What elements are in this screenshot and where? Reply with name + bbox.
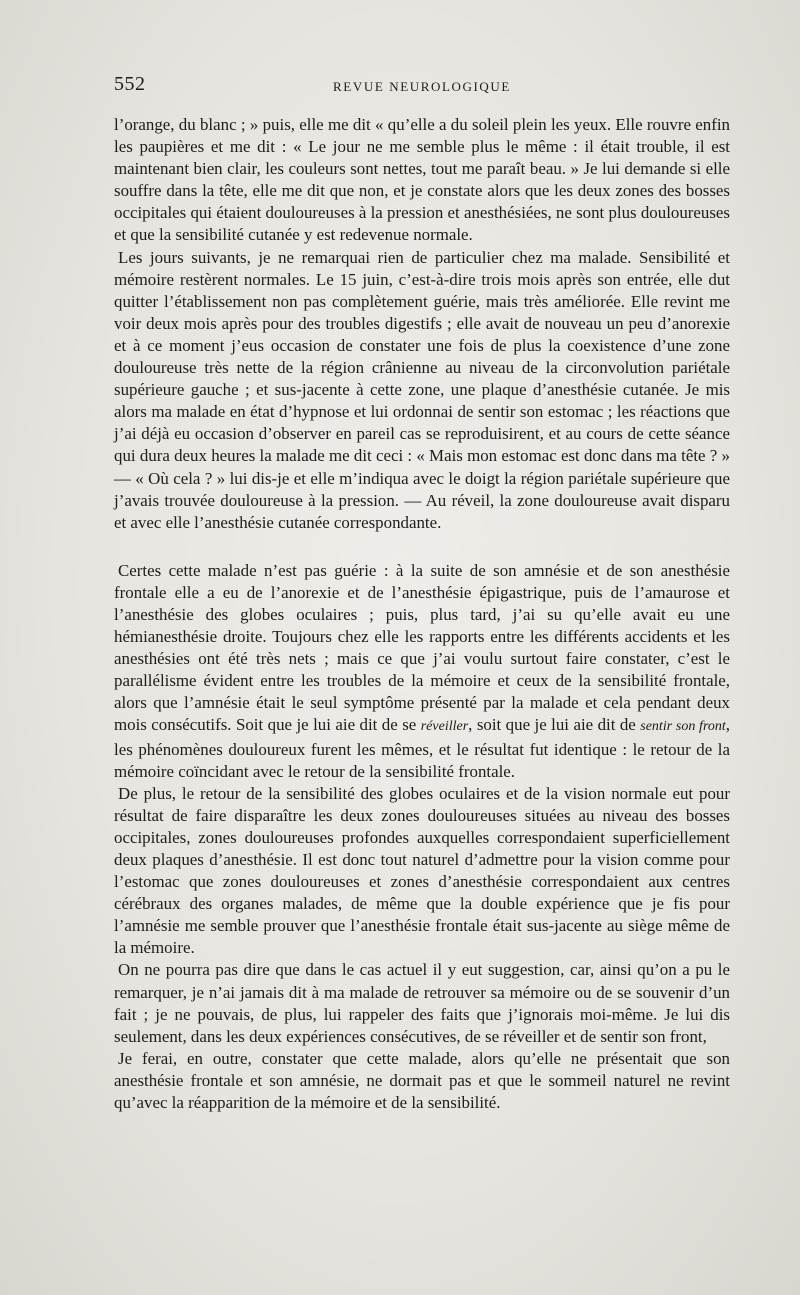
paragraph-5 <box>114 959 730 1047</box>
paragraph-text: Je ferai, en outre, constater que cette malade, alors qu’elle ne présentait que son anesthésie frontale et son amnésie, ne dormait pas et que le sommeil naturel ne revint qu’avec la réapparition de la mémoire et de la sensibilité. <box>114 1048 730 1113</box>
paragraph-text: On ne pourra pas dire que dans le cas actuel il y eut suggestion, car, ainsi qu’on a pu le remarquer, je n’ai jamais dit à ma malade de retrouver sa mémoire ou de se souvenir d’un fait ; je ne pouvais, de plus, lui rappeler des faits que j’ignorais moi-même. Je lui dis seulement, dans les deux expériences consécutives, de se réveiller et de sentir son front, <box>114 960 730 1046</box>
paragraph-text: Certes cette malade n’est pas guérie : à la suite de son amnésie et de son anesthésie frontale elle a eu de l’anorexie et de l’anesthésie épigastrique, puis de l’amaurose et l’anesthésie des globes oculaires ; puis, plus tard, j’ai su qu’elle avait eu une hémianesthésie droite. Toujours chez elle les rapports entre les différents accidents et les anesthésies ont été très nets ; mais ce que j’ai voulu surtout faire constater, c’est le parallélisme évident entre les troubles de la mémoire et ceux de la sensibilité frontale, alors que l’amnésie était le seul symptôme présenté par la malade et cela pendant deux mois consécutifs. Soit que je lui aie dit de se <box>114 560 730 735</box>
paragraph-text: De plus, le retour de la sensibilité des globes oculaires et de la vision normale eut pour résultat de faire disparaître les deux zones douloureuses situées au niveau des bosses occipitales, zones douloureuses profondes auxquelles correspondaient superficiellement deux plaques d’anesthésie. Il est donc tout naturel d’admettre pour la vision comme pour l’estomac que zones douloureuses et zones d’anesthésie correspondaient aux centres cérébraux des organes malades, de même que la double expérience que je fis pour l’amnésie me semble prouver que l’anesthésie frontale était sus-jacente au siège même de la mémoire. <box>114 783 730 958</box>
page-number: 552 <box>114 73 146 95</box>
paragraph-text: Les jours suivants, je ne remarquai rien de particulier chez ma malade. Sensibilité et mémoire restèrent normales. Le 15 juin, c’est-à-dire trois mois après son entrée, elle dut quitter l’établissement non pas complètement guérie, mais très améliorée. Elle revint me voir deux mois après pour des troubles digestifs ; elle avait de nouveau un peu d’anorexie et à ce moment j’eus occasion de constater une fois de plus la coexistence d’une zone douloureuse très nette de la région crânienne au niveau de la circonvolution pariétale supérieure gauche ; et sus-jacente à cette zone, une plaque d’anesthésie cutanée. Je mis alors ma malade en état d’hypnose et lui ordonnai de sentir son estomac ; les réactions que j’ai déjà eu occasion d’observer en pareil cas se reproduisirent, et au cours de cette séance qui dura deux heures la malade me dit ceci : « Mais mon estomac est donc dans ma tête ? » — « Où cela ? » lui dis-je et elle m’indiqua avec le doigt la région pariétale supérieure que j’avais trouvée douloureuse à la pression. — Au réveil, la zone douloureuse avait disparu et avec elle l’anesthésie cutanée correspondante. <box>114 247 730 532</box>
paragraph-3 <box>114 560 730 783</box>
paragraph-2 <box>114 247 730 534</box>
italic-reveiller: réveiller <box>420 719 469 735</box>
italic-sentir-son-front: sentir son front <box>640 719 726 735</box>
paragraph-6 <box>114 1048 730 1114</box>
paragraph-text: , soit que je lui aie dit de <box>468 715 641 735</box>
paragraph-text: l’orange, du blanc ; » puis, elle me dit « qu’elle a du soleil plein les yeux. Elle rouvre enfin les paupières et me dit : « Le jour ne me semble plus le même : il était trouble, il est maintenant bien clair, les couleurs sont nettes, tout me paraît beau. » Je lui demande si elle souffre dans la tête, elle me dit que non, et je constate alors que les deux zones des bosses occipitales qui étaient douloureuses à la pression et anesthésiées, ne sont plus douloureuses et que la sensibilité cutanée y est redevenue normale. <box>114 115 730 245</box>
body-text <box>114 114 730 1114</box>
paragraph-1 <box>114 114 730 247</box>
paragraph-text: , les phénomènes douloureux furent les mêmes, et le résultat fut identique : le retour de la mémoire coïncidant avec le retour de la sensibilité frontale. <box>114 715 731 781</box>
running-title: REVUE NEUROLOGIQUE <box>333 79 511 94</box>
page-header <box>114 73 730 97</box>
paragraph-4 <box>114 783 730 960</box>
